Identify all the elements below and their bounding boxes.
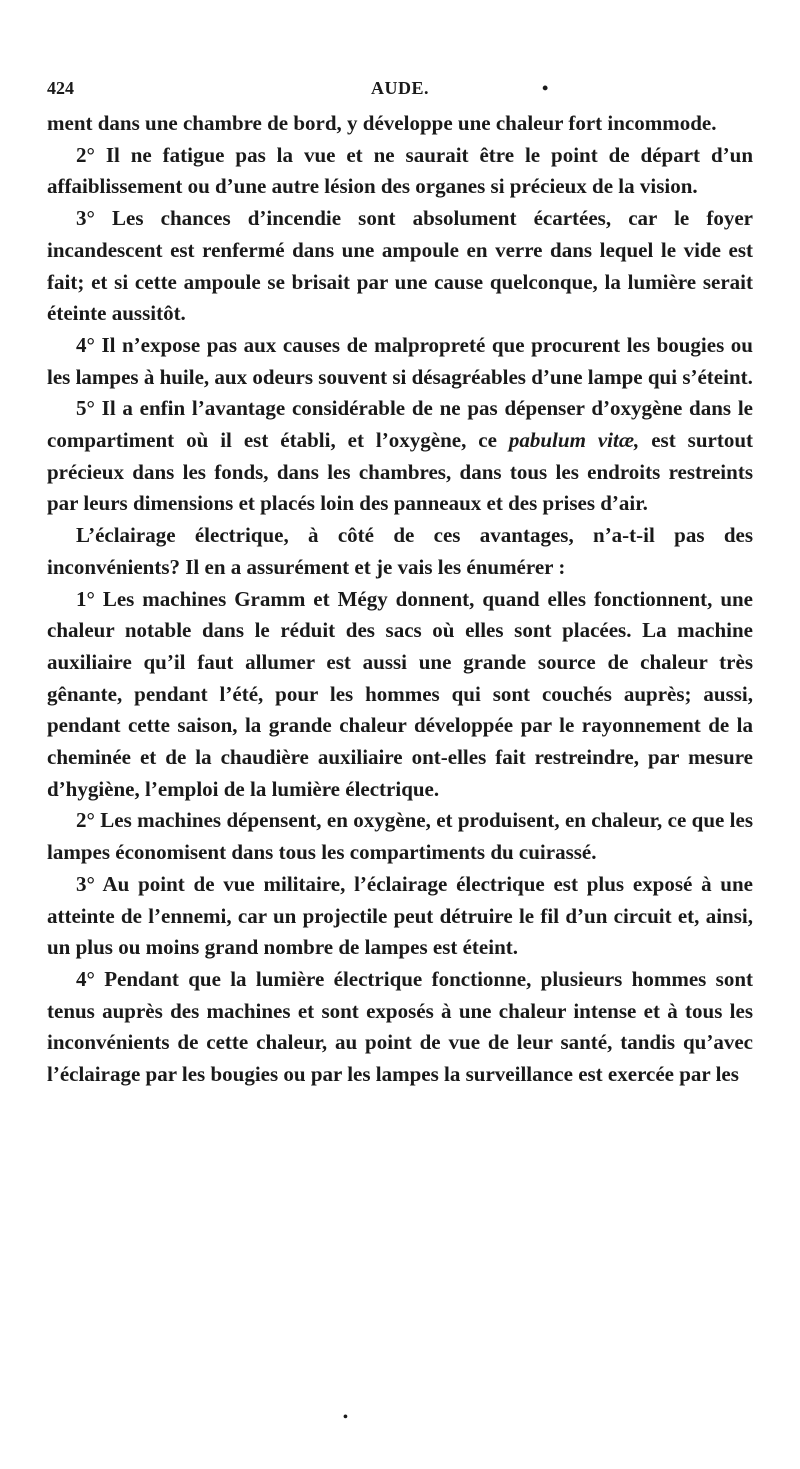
running-header	[47, 78, 753, 108]
running-title: AUDE.	[370, 78, 429, 98]
paragraph-4: 4° Il n’expose pas aux causes de malpropreté que procurent les bougies ou les lampes à huile, aux odeurs souvent si désagréables d’une lampe qui s’éteint.	[47, 332, 753, 389]
paragraph-3: 3° Les chances d’incendie sont absolument écartées, car le foyer incandescent est renfermé dans une ampoule en verre dans lequel le vide est fait; et si cette ampoule se brisait par une cause quelconque, la lumière serait éteinte aussitôt.	[47, 206, 753, 326]
footer-mark: •	[343, 1410, 348, 1425]
paragraph-1: ment dans une chambre de bord, y développe une chaleur fort incommode.	[47, 111, 717, 135]
paragraph-9: 3° Au point de vue militaire, l’éclairage électrique est plus exposé à une atteinte de l’ennemi, car un projectile peut détruire le fil d’un circuit et, ainsi, un plus ou moins grand nombre de lampes est éteint.	[47, 871, 753, 960]
header-mark: •	[542, 78, 549, 98]
body-text	[47, 108, 753, 1091]
paragraph-5	[47, 393, 753, 520]
page-number: 424	[47, 78, 74, 98]
paragraph-6: L’éclairage électrique, à côté de ces avantages, n’a-t-il pas des inconvénients? Il en a assurément et je vais les énumérer :	[47, 523, 753, 579]
paragraph-2: 2° Il ne fatigue pas la vue et ne saurait être le point de départ d’un affaiblissement ou d’une autre lésion des organes si précieux de la vision.	[47, 142, 753, 199]
paragraph-8: 2° Les machines dépensent, en oxygène, et produisent, en chaleur, ce que les lampes économisent dans tous les compartiments du cuirassé.	[47, 808, 753, 865]
latin-phrase: pabulum vitæ,	[508, 428, 640, 453]
paragraph-7: 1° Les machines Gramm et Mégy donnent, quand elles fonctionnent, une chaleur notable dans le réduit des sacs où elles sont placées. La machine auxiliaire qu’il faut allumer est aussi une grande source de chaleur très gênante, pendant l’été, pour les hommes qui sont couchés auprès; aussi, pendant cette saison, la grande chaleur développée par le rayonnement de la cheminée et de la chaudière auxiliaire ont-elles fait restreindre, par mesure d’hygiène, l’emploi de la lumière électrique.	[47, 586, 753, 801]
paragraph-5-after: est surtout précieux dans les fonds, dans les chambres, dans tous les endroits restreints par leurs dimensions et placés loin des panneaux et des prises d’air.	[47, 428, 753, 516]
paragraph-5-before: 5° Il a enfin l’avantage considérable de ne pas dépenser d’oxygène dans le compartiment où il est établi, et l’oxygène, ce	[47, 396, 753, 453]
page	[47, 78, 753, 1091]
paragraph-10: 4° Pendant que la lumière électrique fonctionne, plusieurs hommes sont tenus auprès des machines et sont exposés à une chaleur intense et à tous les inconvénients de cette chaleur, au point de vue de leur santé, tandis qu’avec l’éclairage par les bougies ou par les lampes la surveillance est exercée par les	[47, 966, 753, 1087]
